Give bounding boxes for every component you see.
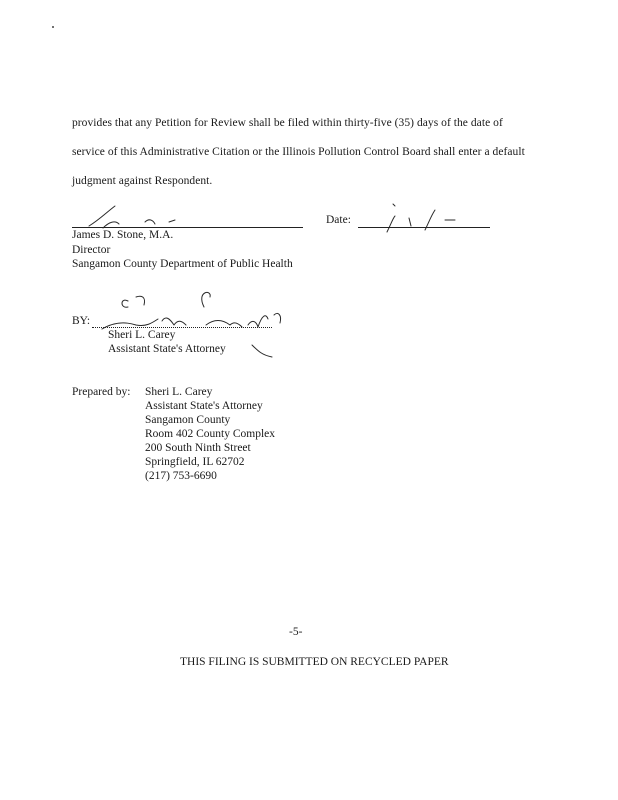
prepared-by-line-7: (217) 753-6690 bbox=[145, 470, 217, 482]
scan-speck bbox=[52, 26, 54, 28]
prepared-by-line-6: Springfield, IL 62702 bbox=[145, 456, 245, 468]
attorney-signature-line bbox=[92, 327, 272, 328]
director-title: Director bbox=[72, 244, 111, 256]
date-line bbox=[358, 227, 490, 228]
prepared-by-line-1: Sheri L. Carey bbox=[145, 386, 213, 398]
page-number: -5- bbox=[289, 626, 303, 638]
date-label: Date: bbox=[326, 214, 351, 226]
prepared-by-line-4: Room 402 County Complex bbox=[145, 428, 276, 440]
attorney-name: Sheri L. Carey bbox=[108, 329, 176, 341]
director-name: James D. Stone, M.A. bbox=[72, 229, 174, 241]
body-text-line-1: provides that any Petition for Review shall be filed within thirty-five (35) days of the date of bbox=[72, 117, 503, 129]
department-name: Sangamon County Department of Public Health bbox=[72, 258, 293, 270]
body-text-line-2: service of this Administrative Citation or the Illinois Pollution Control Board shall enter a default bbox=[72, 146, 525, 158]
body-text-line-3: judgment against Respondent. bbox=[72, 175, 213, 187]
prepared-by-line-2: Assistant State's Attorney bbox=[145, 400, 263, 412]
recycled-paper-notice: THIS FILING IS SUBMITTED ON RECYCLED PAPER bbox=[180, 656, 449, 668]
director-signature-line bbox=[72, 227, 303, 228]
prepared-by-line-3: Sangamon County bbox=[145, 414, 231, 426]
prepared-by-line-5: 200 South Ninth Street bbox=[145, 442, 251, 454]
date-handwriting bbox=[365, 196, 465, 236]
prepared-by-label: Prepared by: bbox=[72, 386, 131, 398]
attorney-title: Assistant State's Attorney bbox=[108, 343, 226, 355]
by-label: BY: bbox=[72, 315, 91, 327]
